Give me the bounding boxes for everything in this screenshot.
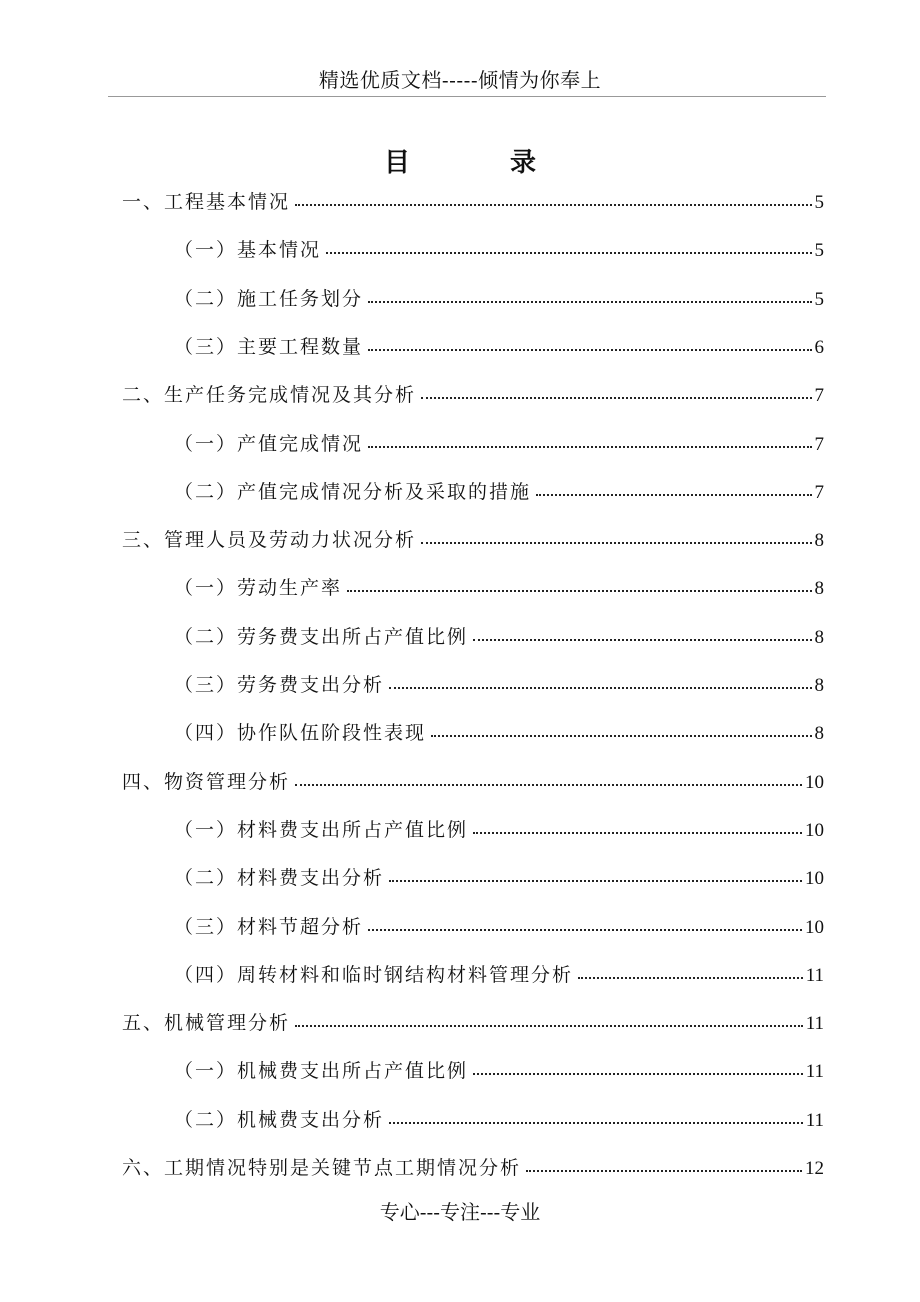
toc-entry-subsection[interactable] (174, 715, 824, 745)
dot-leader (389, 1122, 803, 1124)
toc-entry-subsection[interactable] (174, 570, 824, 600)
dot-leader (421, 397, 811, 399)
dot-leader (368, 929, 802, 931)
toc-entry-label: （四）协作队伍阶段性表现 (174, 722, 427, 745)
toc-entry-label: （一）机械费支出所占产值比例 (174, 1060, 469, 1083)
toc-entry-page-number: 10 (805, 819, 824, 841)
dot-leader (389, 880, 802, 882)
toc-entry-subsection[interactable] (174, 1102, 824, 1132)
toc-entry-label: 一、工程基本情况 (122, 191, 291, 213)
dot-leader (347, 590, 811, 592)
dot-leader (295, 204, 811, 206)
toc-entry-label: （二）产值完成情况分析及采取的措施 (174, 480, 532, 503)
toc-entry-subsection[interactable] (174, 909, 824, 939)
toc-entry-subsection[interactable] (174, 232, 824, 262)
dot-leader (536, 494, 811, 496)
toc-entry-label: （三）劳务费支出分析 (174, 674, 385, 696)
toc-entry-label: 五、机械管理分析 (122, 1012, 291, 1035)
dot-leader (368, 301, 811, 303)
toc-entry-subsection[interactable] (174, 329, 824, 359)
toc-entry-label: （三）材料节超分析 (174, 915, 364, 938)
toc-entry-label: （一）劳动生产率 (174, 577, 343, 600)
toc-entry-page-number: 11 (805, 1109, 824, 1131)
toc-entry-subsection[interactable] (174, 667, 824, 697)
toc-entry-page-number: 11 (805, 1061, 824, 1083)
toc-entry-page-number: 8 (814, 578, 824, 600)
dot-leader (526, 1170, 802, 1172)
toc-entry-page-number: 8 (814, 626, 824, 648)
toc-entry-section[interactable] (122, 184, 824, 214)
toc-entry-section[interactable] (122, 764, 824, 794)
toc-entry-page-number: 8 (814, 675, 824, 696)
dot-leader (326, 252, 811, 254)
dot-leader (295, 784, 802, 786)
toc-entry-section[interactable] (122, 377, 824, 407)
page-footer: 专心---专注---专业 (379, 1200, 541, 1224)
toc-entry-section[interactable] (122, 1005, 824, 1035)
dot-leader (295, 1025, 803, 1027)
header-divider (108, 96, 826, 97)
toc-entry-page-number: 10 (805, 916, 824, 938)
toc-entry-page-number: 6 (814, 336, 824, 358)
dot-leader (421, 542, 811, 544)
toc-entry-section[interactable] (122, 522, 824, 552)
dot-leader (431, 735, 811, 737)
toc-entry-label: （二）材料费支出分析 (174, 867, 385, 890)
toc-entry-page-number: 5 (814, 240, 824, 262)
toc-entry-label: （一）产值完成情况 (174, 432, 364, 455)
toc-title (0, 142, 920, 179)
toc-entry-page-number: 5 (814, 288, 824, 310)
toc-entry-page-number: 7 (814, 433, 824, 455)
dot-leader (368, 349, 811, 351)
toc-entry-page-number: 11 (805, 964, 824, 986)
toc-entry-label: （四）周转材料和临时钢结构材料管理分析 (174, 963, 574, 986)
toc-title-left: 目 (383, 148, 410, 178)
toc-entry-label: 二、生产任务完成情况及其分析 (122, 384, 417, 407)
toc-entry-label: （三）主要工程数量 (174, 335, 364, 358)
toc-entry-label: 六、工期情况特别是关键节点工期情况分析 (122, 1157, 522, 1179)
dot-leader (473, 832, 802, 834)
toc-entry-subsection[interactable] (174, 474, 824, 504)
toc-entry-subsection[interactable] (174, 281, 824, 311)
toc-entry-page-number: 7 (814, 481, 824, 503)
toc-entry-page-number: 8 (814, 723, 824, 745)
toc-entry-subsection[interactable] (174, 426, 824, 456)
toc-entry-subsection[interactable] (174, 860, 824, 890)
toc-entry-page-number: 8 (814, 530, 824, 552)
dot-leader (473, 1073, 803, 1075)
toc-title-right: 录 (510, 148, 537, 178)
toc-entry-label: （二）机械费支出分析 (174, 1108, 385, 1131)
dot-leader (578, 977, 803, 979)
toc-entry-page-number: 12 (805, 1158, 824, 1179)
toc-entry-page-number: 11 (805, 1013, 824, 1035)
toc-entry-label: 三、管理人员及劳动力状况分析 (122, 529, 417, 552)
toc-entry-page-number: 10 (805, 771, 824, 793)
toc-entry-label: （二）施工任务划分 (174, 287, 364, 310)
toc-entry-page-number: 7 (814, 385, 824, 407)
toc-entry-subsection[interactable] (174, 1053, 824, 1083)
dot-leader (368, 446, 811, 448)
toc-entry-label: （一）基本情况 (174, 239, 322, 262)
toc-entry-subsection[interactable] (174, 812, 824, 842)
toc-entry-section[interactable] (122, 1150, 824, 1180)
toc-entry-subsection[interactable] (174, 619, 824, 649)
toc-entry-label: （一）材料费支出所占产值比例 (174, 818, 469, 841)
toc-entry-label: （二）劳务费支出所占产值比例 (174, 625, 469, 648)
toc-entry-page-number: 5 (814, 192, 824, 213)
toc-entry-page-number: 10 (805, 868, 824, 890)
dot-leader (473, 639, 811, 641)
dot-leader (389, 687, 811, 689)
toc-entry-label: 四、物资管理分析 (122, 770, 291, 793)
page-header: 精选优质文档-----倾情为你奉上 (318, 68, 602, 92)
toc-entry-subsection[interactable] (174, 957, 824, 987)
